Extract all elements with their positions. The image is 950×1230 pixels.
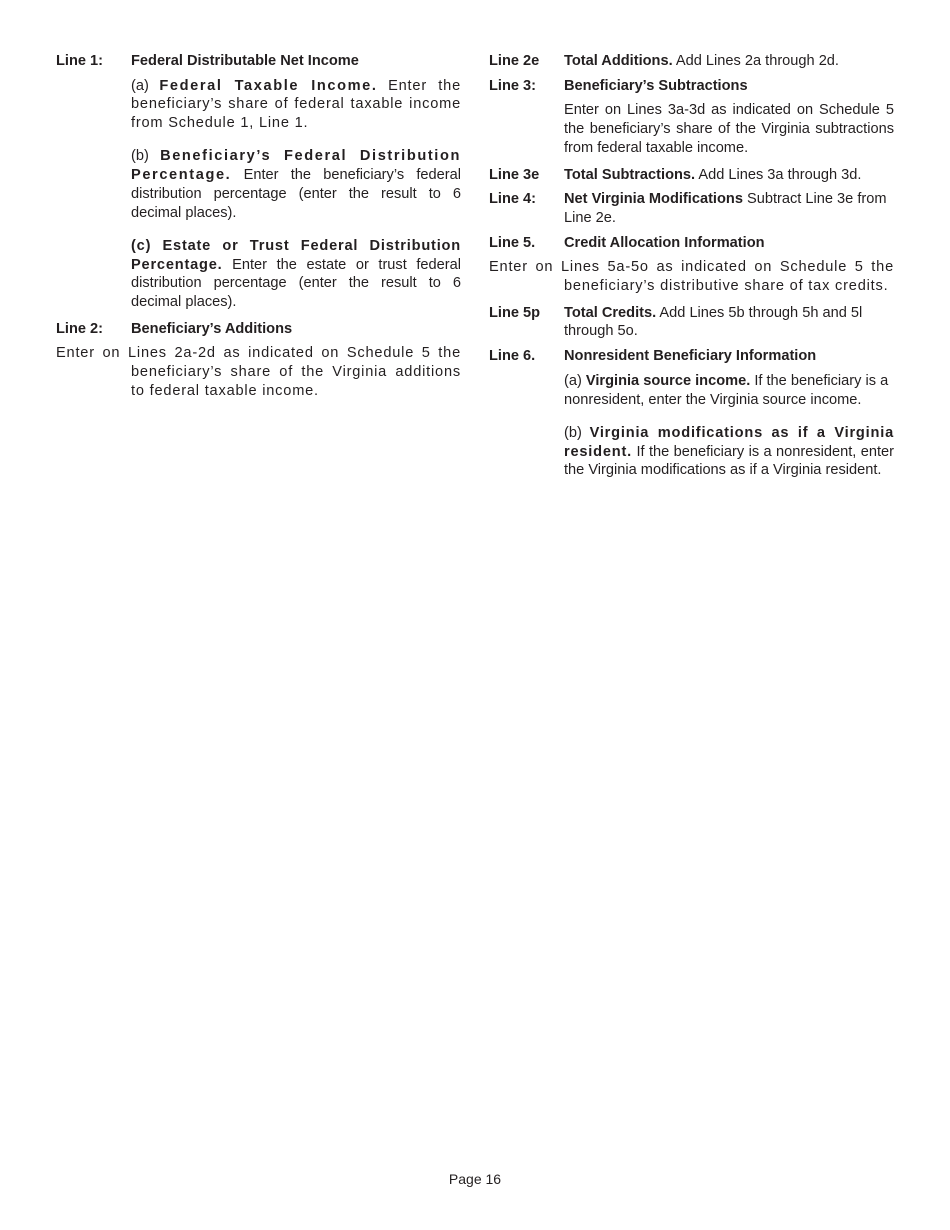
line-5p-body bbox=[564, 304, 894, 341]
line-1-title: Federal Distributable Net Income bbox=[131, 53, 359, 69]
line-4-body bbox=[564, 190, 894, 227]
line-6-heading bbox=[489, 347, 894, 366]
line-1b-paragraph bbox=[131, 147, 461, 222]
line-1c-text: Enter the estate or trust federal distribution percentage (enter the result to 6 decimal places). bbox=[131, 256, 461, 310]
line-2-heading bbox=[56, 320, 461, 339]
line-1a-paragraph bbox=[131, 77, 461, 133]
line-2-number: Line 2: bbox=[56, 320, 104, 337]
line-1a-bold: Federal Taxable Income. bbox=[159, 77, 378, 94]
line-6b-text: If the beneficiary is a nonresident, enter the Virginia modifications as if a Virginia resident. bbox=[564, 443, 895, 479]
line-4-entry bbox=[489, 190, 894, 227]
line-1b-prefix: (b) bbox=[131, 148, 149, 165]
line-4-text: Subtract Line 3e from Line 2e. bbox=[564, 191, 887, 226]
line-6a-text: If the beneficiary is a nonresident, enter the Virginia source income. bbox=[564, 372, 889, 408]
line-1a-text: Enter the beneficiary’s share of federal taxable income from Schedule 1, Line 1. bbox=[131, 77, 461, 132]
line-5-title: Credit Allocation Information bbox=[564, 234, 765, 251]
line-2e-number: Line 2e bbox=[489, 53, 540, 69]
line-4-bold: Net Virginia Modifications bbox=[564, 191, 743, 208]
line-5-heading bbox=[489, 234, 894, 253]
line-5p-entry bbox=[489, 304, 894, 341]
line-3-heading bbox=[489, 77, 894, 96]
line-5p-text: Add Lines 5b through 5h and 5l through 5o. bbox=[564, 304, 863, 340]
line-1a-prefix: (a) bbox=[131, 77, 149, 94]
line-5p-number: Line 5p bbox=[489, 304, 541, 321]
line-4-number: Line 4: bbox=[489, 191, 537, 208]
line-3e-entry bbox=[489, 166, 894, 185]
line-2e-bold: Total Additions. bbox=[564, 53, 673, 69]
line-2-text: Enter on Lines 2a-2d as indicated on Schedule 5 the beneficiary’s share of the Virginia additions to federal taxable income. bbox=[56, 345, 461, 399]
line-1c-paragraph bbox=[131, 237, 461, 312]
line-5-text: Enter on Lines 5a-5o as indicated on Schedule 5 the beneficiary’s distributive share of tax credits. bbox=[489, 259, 894, 295]
line-6b-prefix: (b) bbox=[564, 424, 582, 441]
right-column bbox=[489, 52, 894, 488]
line-2-title: Beneficiary’s Additions bbox=[131, 320, 293, 337]
line-1b-bold: Beneficiary’s Federal Distribution Percentage. bbox=[131, 148, 461, 184]
line-3-text: Enter on Lines 3a-3d as indicated on Schedule 5 the beneficiary’s share of the Virginia subtractions from federal taxable income. bbox=[564, 102, 894, 156]
line-3e-body bbox=[564, 166, 894, 185]
line-3e-bold: Total Subtractions. bbox=[564, 166, 696, 183]
line-5-number: Line 5. bbox=[489, 234, 536, 251]
line-6b-paragraph bbox=[564, 424, 894, 480]
line-5p-bold: Total Credits. bbox=[564, 304, 657, 321]
line-3-title: Beneficiary’s Subtractions bbox=[564, 77, 748, 94]
line-2e-entry bbox=[489, 52, 894, 71]
line-1-heading bbox=[56, 52, 461, 71]
page-number: Page 16 bbox=[448, 1171, 502, 1187]
line-3-number: Line 3: bbox=[489, 77, 537, 94]
line-2e-body bbox=[564, 52, 894, 71]
line-6-title: Nonresident Beneficiary Information bbox=[564, 348, 817, 365]
line-6-number: Line 6. bbox=[489, 348, 536, 365]
line-6a-bold: Virginia source income. bbox=[585, 372, 751, 389]
line-1-number: Line 1: bbox=[56, 53, 104, 69]
line-6a-paragraph bbox=[564, 372, 894, 409]
line-3e-number: Line 3e bbox=[489, 166, 540, 183]
line-2e-text: Add Lines 2a through 2d. bbox=[675, 53, 839, 69]
line-3e-text: Add Lines 3a through 3d. bbox=[698, 166, 862, 183]
line-6a-prefix: (a) bbox=[564, 372, 582, 389]
line-6b-bold: Virginia modifications as if a Virginia resident. bbox=[564, 424, 894, 460]
line-1b-text: Enter the beneficiary’s federal distribution percentage (enter the result to 6 decimal places). bbox=[131, 167, 461, 221]
left-column bbox=[56, 52, 461, 408]
line-1c-bold: (c) Estate or Trust Federal Distribution Percentage. bbox=[131, 237, 461, 273]
